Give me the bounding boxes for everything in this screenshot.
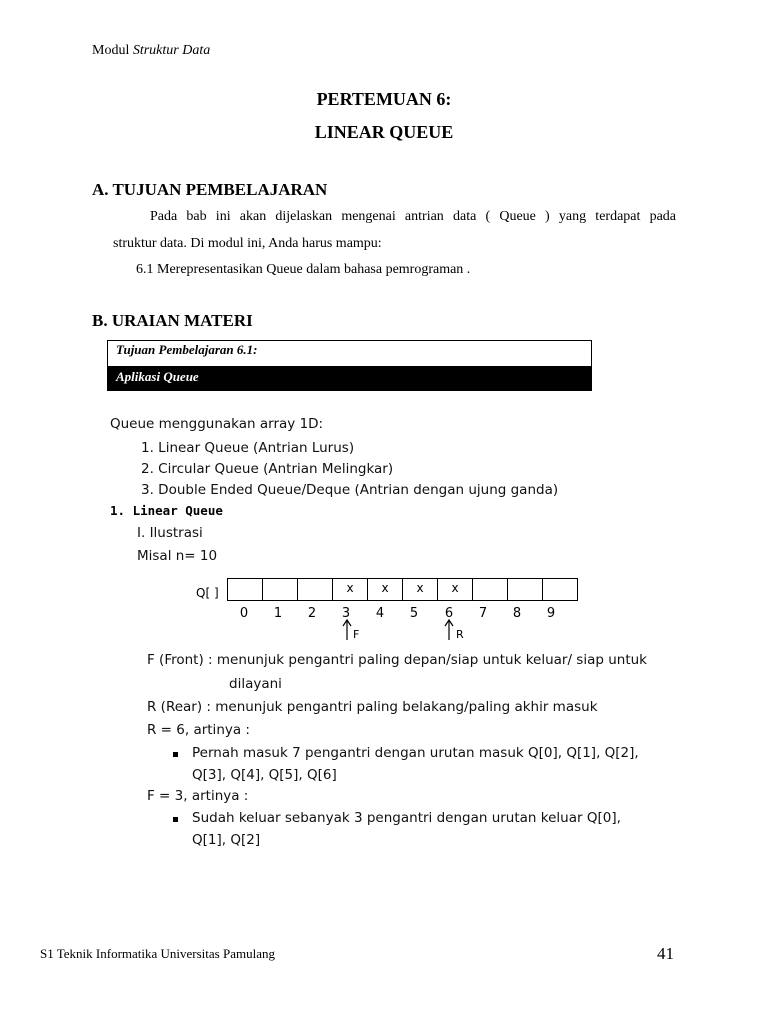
- array-index-9: 9: [546, 606, 556, 621]
- array-cells: [228, 578, 578, 601]
- footer-institution: S1 Teknik Informatika Universitas Pamulang: [40, 946, 275, 961]
- array-cell-5: x: [402, 578, 438, 601]
- queue-type-3: 3. Double Ended Queue/Deque (Antrian dengan ujung ganda): [141, 482, 559, 498]
- array-index-3: 3: [341, 606, 351, 621]
- array-cell-1: [262, 578, 298, 601]
- array-cell-6: x: [437, 578, 473, 601]
- queue-type-1: 1. Linear Queue (Antrian Lurus): [141, 440, 355, 456]
- r-bullet-line1: Pernah masuk 7 pengantri dengan urutan masuk Q[0], Q[1], Q[2],: [192, 745, 639, 761]
- header-italic: Struktur Data: [132, 43, 211, 58]
- front-desc-line1: F (Front) : menunjuk pengantri paling depan/siap untuk keluar/ siap untuk: [147, 652, 648, 668]
- rear-pointer-label: R: [456, 628, 464, 641]
- array-cell-7: [472, 578, 508, 601]
- array-index-1: 1: [273, 606, 283, 621]
- array-label: Q[ ]: [196, 586, 219, 600]
- f-equation: F = 3, artinya :: [147, 788, 249, 804]
- section-a-para-line1: Pada bab ini akan dijelaskan mengenai antrian data ( Queue ) yang terdapat pada: [150, 209, 676, 224]
- array-cell-3: x: [332, 578, 368, 601]
- r-bullet-line2: Q[3], Q[4], Q[5], Q[6]: [192, 767, 337, 783]
- objective-box: [107, 340, 592, 391]
- array-index-7: 7: [478, 606, 488, 621]
- array-cell-0: [227, 578, 263, 601]
- array-index-5: 5: [409, 606, 419, 621]
- array-index-8: 8: [512, 606, 522, 621]
- array-cell-9: [542, 578, 578, 601]
- page-number: 41: [657, 944, 674, 963]
- bullet-dot: [173, 752, 178, 757]
- ilustrasi-label: I. Ilustrasi: [137, 525, 203, 541]
- misal-label: Misal n= 10: [137, 548, 218, 564]
- header-prefix: Modul: [92, 43, 133, 58]
- f-bullet-line1: Sudah keluar sebanyak 3 pengantri dengan urutan keluar Q[0],: [192, 810, 621, 826]
- array-cell-2: [297, 578, 333, 601]
- array-cell-4: x: [367, 578, 403, 601]
- bullet-dot: [173, 817, 178, 822]
- queue-intro: Queue menggunakan array 1D:: [110, 416, 324, 432]
- front-desc-line2: dilayani: [229, 676, 282, 692]
- objective-box-title: Tujuan Pembelajaran 6.1:: [116, 342, 258, 357]
- array-index-6: 6: [444, 606, 454, 621]
- section-a-objective: 6.1 Merepresentasikan Queue dalam bahasa pemrograman .: [136, 262, 471, 277]
- rear-arrow: [445, 620, 453, 640]
- r-equation: R = 6, artinya :: [147, 722, 250, 738]
- page-title-line1: PERTEMUAN 6:: [316, 89, 452, 109]
- array-index-0: 0: [239, 606, 249, 621]
- objective-box-bar: [108, 366, 591, 391]
- queue-type-2: 2. Circular Queue (Antrian Melingkar): [141, 461, 394, 477]
- page-title-line2: LINEAR QUEUE: [314, 122, 454, 142]
- array-index-2: 2: [307, 606, 317, 621]
- section-b-heading: B. URAIAN MATERI: [92, 311, 253, 330]
- front-pointer-label: F: [353, 628, 360, 641]
- front-arrow: [343, 620, 351, 640]
- f-bullet-line2: Q[1], Q[2]: [192, 832, 261, 848]
- linear-queue-subheading: 1. Linear Queue: [110, 503, 223, 518]
- running-header: [92, 43, 210, 59]
- array-index-4: 4: [375, 606, 385, 621]
- objective-box-subtitle: Aplikasi Queue: [116, 369, 199, 384]
- section-a-para-line2: struktur data. Di modul ini, Anda harus mampu:: [113, 236, 382, 251]
- array-cell-8: [507, 578, 543, 601]
- rear-desc: R (Rear) : menunjuk pengantri paling belakang/paling akhir masuk: [147, 699, 598, 715]
- section-a-heading: A. TUJUAN PEMBELAJARAN: [92, 180, 328, 199]
